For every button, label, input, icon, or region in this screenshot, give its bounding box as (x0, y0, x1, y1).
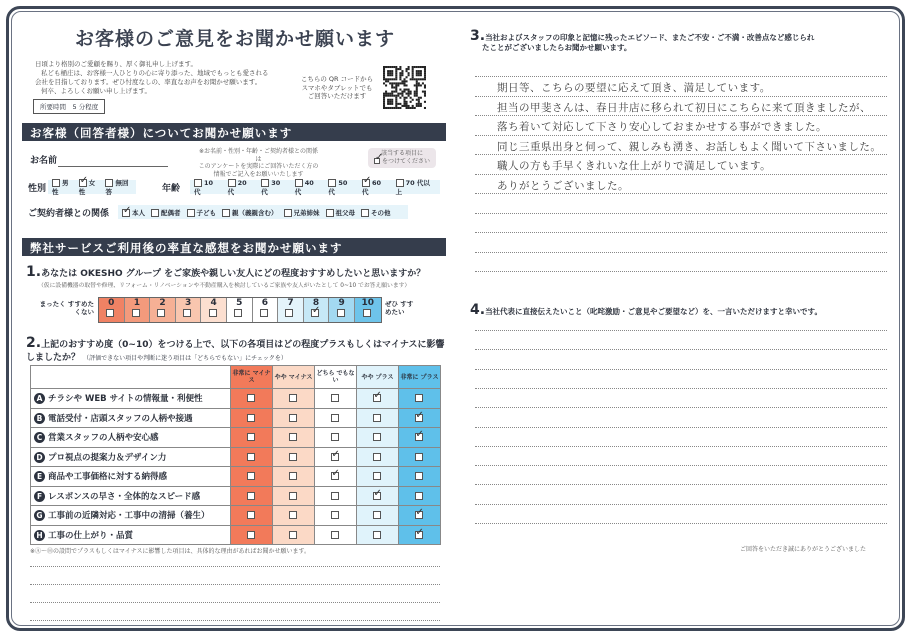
writing-line (475, 96, 887, 97)
checkbox[interactable] (157, 309, 165, 317)
checkbox[interactable] (247, 414, 255, 422)
writing-line (475, 154, 887, 155)
gender-option[interactable]: 男性 (52, 179, 69, 196)
checkbox[interactable] (52, 179, 60, 187)
checkbox[interactable] (415, 492, 423, 500)
q3-text: 3.当社およびスタッフの印象と記憶に残ったエピソード、またご不安・ご不満・改善点など感じられ たことがございましたらお聞かせ願います。 (470, 28, 815, 52)
writing-line (475, 407, 887, 408)
intro-text: 日頃より格別のご愛顧を賜り、厚く御礼申し上げます。 私ども桶庄は、お客様一人ひとりの心に寄り添った、地域でもっとも愛される 会社を目指しております。ぜひ忖度なしの、率直なお声をお聞かせ願います。 何卒、よろしくお願い申し上げます。 (35, 60, 269, 95)
checkbox[interactable] (331, 472, 339, 480)
item-letter-badge: C (34, 432, 45, 443)
scale-option-6[interactable]: 6 (253, 298, 279, 322)
gender-option[interactable]: 無回答 (105, 179, 129, 196)
scale-option-1[interactable]: 1 (125, 298, 151, 322)
scale-option-0[interactable]: 0 (99, 298, 125, 322)
item-letter-badge: D (34, 452, 45, 463)
relation-options (118, 205, 408, 219)
scale-option-7[interactable]: 7 (278, 298, 304, 322)
scale-option-4[interactable]: 4 (201, 298, 227, 322)
checkbox[interactable] (247, 511, 255, 519)
handwritten-answer-line: 落ち着いて対応して下さり安心しておまかせする事ができました。 (497, 121, 827, 133)
table-row: E 商品や工事価格に対する納得感 ✓ (31, 467, 441, 487)
writing-line (475, 115, 887, 116)
checkbox[interactable] (295, 179, 303, 187)
checkbox[interactable] (373, 472, 381, 480)
relation-option[interactable]: 配偶者 (151, 208, 181, 217)
checkbox[interactable] (289, 414, 297, 422)
column-header: 非常に プラス (399, 366, 441, 389)
table-row: G 工事前の近隣対応・工事中の清掃（養生） ✓ (31, 506, 441, 526)
checkbox[interactable] (234, 309, 242, 317)
checkbox[interactable] (415, 531, 423, 539)
checkbox[interactable] (415, 453, 423, 461)
relation-label: ご契約者様との関係 (28, 209, 110, 219)
checkbox[interactable] (373, 394, 381, 402)
age-option[interactable]: 10 代 (194, 178, 214, 196)
checkbox[interactable] (79, 179, 87, 187)
name-field[interactable] (58, 166, 168, 167)
table-row: C 営業スタッフの人柄や安心感 ✓ (31, 428, 441, 448)
checkbox[interactable] (373, 511, 381, 519)
writing-line (475, 349, 887, 350)
checkbox[interactable] (247, 453, 255, 461)
checkbox[interactable] (289, 511, 297, 519)
checkbox[interactable] (284, 209, 292, 217)
writing-line (475, 523, 887, 524)
relation-option[interactable]: 祖父母 (326, 208, 356, 217)
writing-line (475, 446, 887, 447)
checkbox[interactable] (106, 309, 114, 317)
checkbox[interactable] (222, 209, 230, 217)
q2-text: 2.上記のおすすめ度（0~10）をつける上で、以下の各項目はどの程度プラスもしくはマイナスに影響しましたか？ （評価できない項目や判断に迷う項目は「どちらでもない」にチェックを） (26, 335, 445, 363)
age-option[interactable]: 20 代 (227, 178, 247, 196)
relation-option[interactable]: 親（義親含む） (222, 208, 278, 217)
q2-footnote: ※Ⓐ～Ⓗの設問でプラスもしくはマイナスに影響した項目は、具体的な理由があればお聞かせ願います。 (30, 548, 311, 555)
scale-option-3[interactable]: 3 (176, 298, 202, 322)
age-option[interactable]: 40 代 (294, 178, 314, 196)
writing-line (475, 252, 887, 253)
writing-line (475, 193, 887, 194)
checkbox[interactable] (363, 309, 371, 317)
influence-table (30, 365, 441, 545)
writing-line (475, 388, 887, 389)
checkbox[interactable] (311, 309, 319, 317)
checkbox-icon (374, 158, 380, 164)
writing-line (475, 174, 887, 175)
table-row: D プロ視点の提案力＆デザイン力 ✓ (31, 447, 441, 467)
checkbox[interactable] (362, 179, 370, 187)
handwritten-answer-line: 同じ三重県出身と伺って、親しみも湧き、お話しもよく聞いて下さいました。 (497, 140, 882, 153)
checkbox[interactable] (132, 309, 140, 317)
relation-option[interactable]: その他 (361, 208, 391, 217)
checkbox[interactable] (105, 179, 113, 187)
writing-line (30, 584, 440, 585)
age-option[interactable]: 30 代 (261, 178, 281, 196)
relation-option[interactable]: 子ども (187, 208, 217, 217)
checkbox[interactable] (373, 433, 381, 441)
checkbox[interactable] (289, 453, 297, 461)
writing-line (475, 271, 887, 272)
q1-text: 1.あなたは OKESHO グループ をご家族や親しい友人にどの程度おすすめしたいと思いますか？ (26, 264, 426, 280)
checkbox[interactable] (331, 394, 339, 402)
scale-option-9[interactable]: 9 (329, 298, 355, 322)
scale-option-8[interactable]: 8 ✓ (304, 298, 330, 322)
checkbox[interactable] (209, 309, 217, 317)
writing-line (475, 369, 887, 370)
scale-low-label: まったく すすめたくない (39, 300, 94, 316)
scale-option-2[interactable]: 2 (150, 298, 176, 322)
writing-line (475, 465, 887, 466)
checkbox[interactable] (289, 531, 297, 539)
checkbox[interactable] (331, 453, 339, 461)
table-row: A チラシや WEB サイトの情報量・利便性 ✓ (31, 389, 441, 409)
scale-option-10[interactable]: 10 (355, 298, 381, 322)
checkbox[interactable] (415, 433, 423, 441)
writing-line (475, 232, 887, 233)
section2-header: 弊社サービスご利用後の率直な感想をお聞かせ願います (22, 238, 446, 256)
checkbox[interactable] (151, 209, 159, 217)
instruction-badge: 該当する項目に ✓をつけてください (368, 148, 436, 168)
checkbox[interactable] (260, 309, 268, 317)
writing-line (475, 135, 887, 136)
column-header: やや マイナス (273, 366, 315, 389)
writing-line (475, 484, 887, 485)
section1-note: ※お名前・性別・年齢・ご契約者様との関係は このアンケートを実際にご回答いただく方の 情報でご記入をお願いいたします (198, 148, 319, 178)
checkbox[interactable] (194, 179, 202, 187)
page-title: お客様のご意見をお聞かせ願います (74, 28, 395, 50)
writing-line (30, 620, 440, 621)
relation-option[interactable]: ✓ 本人 (122, 208, 145, 217)
checkbox[interactable] (331, 531, 339, 539)
checkbox[interactable] (289, 394, 297, 402)
q1-subtext: （仮に設備機器の取替や修理、リフォーム・リノベーションや不動産購入を検討しているご家族や友人がいたとして 0~10 でお答え願います） (38, 283, 411, 289)
qr-code[interactable] (383, 66, 426, 109)
writing-line (475, 330, 887, 331)
gender-option[interactable]: ✓女性 (79, 178, 100, 196)
writing-line (30, 602, 440, 603)
checkbox[interactable] (289, 472, 297, 480)
checkbox[interactable] (247, 472, 255, 480)
writing-line (475, 427, 887, 428)
handwritten-answer-line: 職人の方も手早くきれいな仕上がりで満足しています。 (497, 160, 772, 172)
checkbox[interactable] (415, 511, 423, 519)
qr-caption: こちらの QR コードから スマホやタブレットでも ご回答いただけます (300, 75, 374, 100)
age-options (190, 180, 440, 194)
column-header: やや プラス (357, 366, 399, 389)
checkbox[interactable] (228, 179, 236, 187)
age-option[interactable]: 70 代以上 (395, 179, 430, 196)
checkbox[interactable] (289, 492, 297, 500)
checkbox[interactable] (415, 394, 423, 402)
checkbox[interactable] (373, 531, 381, 539)
section1-header: お客様（回答者様）についてお聞かせ願います (22, 123, 446, 141)
table-row: F レスポンスの早さ・全体的なスピード感 ✓ (31, 486, 441, 506)
gender-options (48, 180, 136, 194)
checkbox[interactable] (326, 209, 334, 217)
checkbox[interactable] (373, 414, 381, 422)
checkbox[interactable] (247, 433, 255, 441)
checkbox[interactable] (331, 414, 339, 422)
checkbox[interactable] (247, 394, 255, 402)
column-header: どちら でもない (315, 366, 357, 389)
table-row: H 工事の仕上がり・品質 ✓ (31, 525, 441, 545)
writing-line (475, 213, 887, 214)
relation-option[interactable]: 兄弟姉妹 (284, 208, 320, 217)
scale-high-label: ぜひ すすめたい (385, 300, 414, 316)
checkbox[interactable] (331, 492, 339, 500)
age-option[interactable]: ✓60 代 (362, 179, 390, 196)
checkbox[interactable] (373, 492, 381, 500)
gender-label: 性別 (28, 184, 47, 194)
checkbox[interactable] (183, 309, 191, 317)
checkbox[interactable] (261, 179, 269, 187)
writing-line (475, 504, 887, 505)
checkbox[interactable] (328, 179, 336, 187)
checkbox[interactable] (289, 433, 297, 441)
handwritten-answer-line: 担当の甲斐さんは、春日井店に移られて初日にこちらに来て頂きましたが、 (497, 101, 871, 114)
checkbox[interactable] (247, 492, 255, 500)
item-letter-badge: F (34, 491, 45, 502)
checkbox[interactable] (187, 209, 195, 217)
recommend-scale (98, 297, 382, 323)
item-letter-badge: H (34, 530, 45, 541)
writing-line (30, 566, 440, 567)
age-option[interactable]: 50 代 (328, 178, 348, 196)
checkbox[interactable] (396, 179, 404, 187)
item-letter-badge: G (34, 510, 45, 521)
checkbox[interactable] (331, 511, 339, 519)
name-label: お名前 (30, 156, 58, 166)
checkbox[interactable] (285, 309, 293, 317)
scale-option-5[interactable]: 5 (227, 298, 253, 322)
checkbox[interactable] (337, 309, 345, 317)
q4-text: 4.当社代表に直接伝えたいこと（叱咤激励・ご意見やご要望など）を、一言いただけますと幸いです。 (470, 302, 822, 318)
checkbox[interactable] (247, 531, 255, 539)
table-header (31, 366, 441, 389)
handwritten-answer-line: ありがとうございました。 (497, 179, 629, 192)
item-letter-badge: A (34, 393, 45, 404)
checkbox[interactable] (331, 433, 339, 441)
column-header: 非常に マイナス (231, 366, 273, 389)
thanks-text: ご回答をいただき誠にありがとうございました (740, 546, 867, 553)
checkbox[interactable] (361, 209, 369, 217)
item-letter-badge: B (34, 413, 45, 424)
age-label: 年齢 (162, 184, 181, 194)
writing-line (475, 76, 887, 77)
handwritten-answer-line: 期日等、こちらの要望に応えて頂き、満足しています。 (497, 82, 771, 94)
checkbox[interactable] (415, 472, 423, 480)
table-row: B 電話受付・店頭スタッフの人柄や接遇 ✓ (31, 408, 441, 428)
time-required: 所要時間 5 分程度 (33, 99, 105, 114)
checkbox[interactable] (373, 453, 381, 461)
checkbox[interactable] (122, 209, 130, 217)
checkbox[interactable] (415, 414, 423, 422)
item-letter-badge: E (34, 471, 45, 482)
